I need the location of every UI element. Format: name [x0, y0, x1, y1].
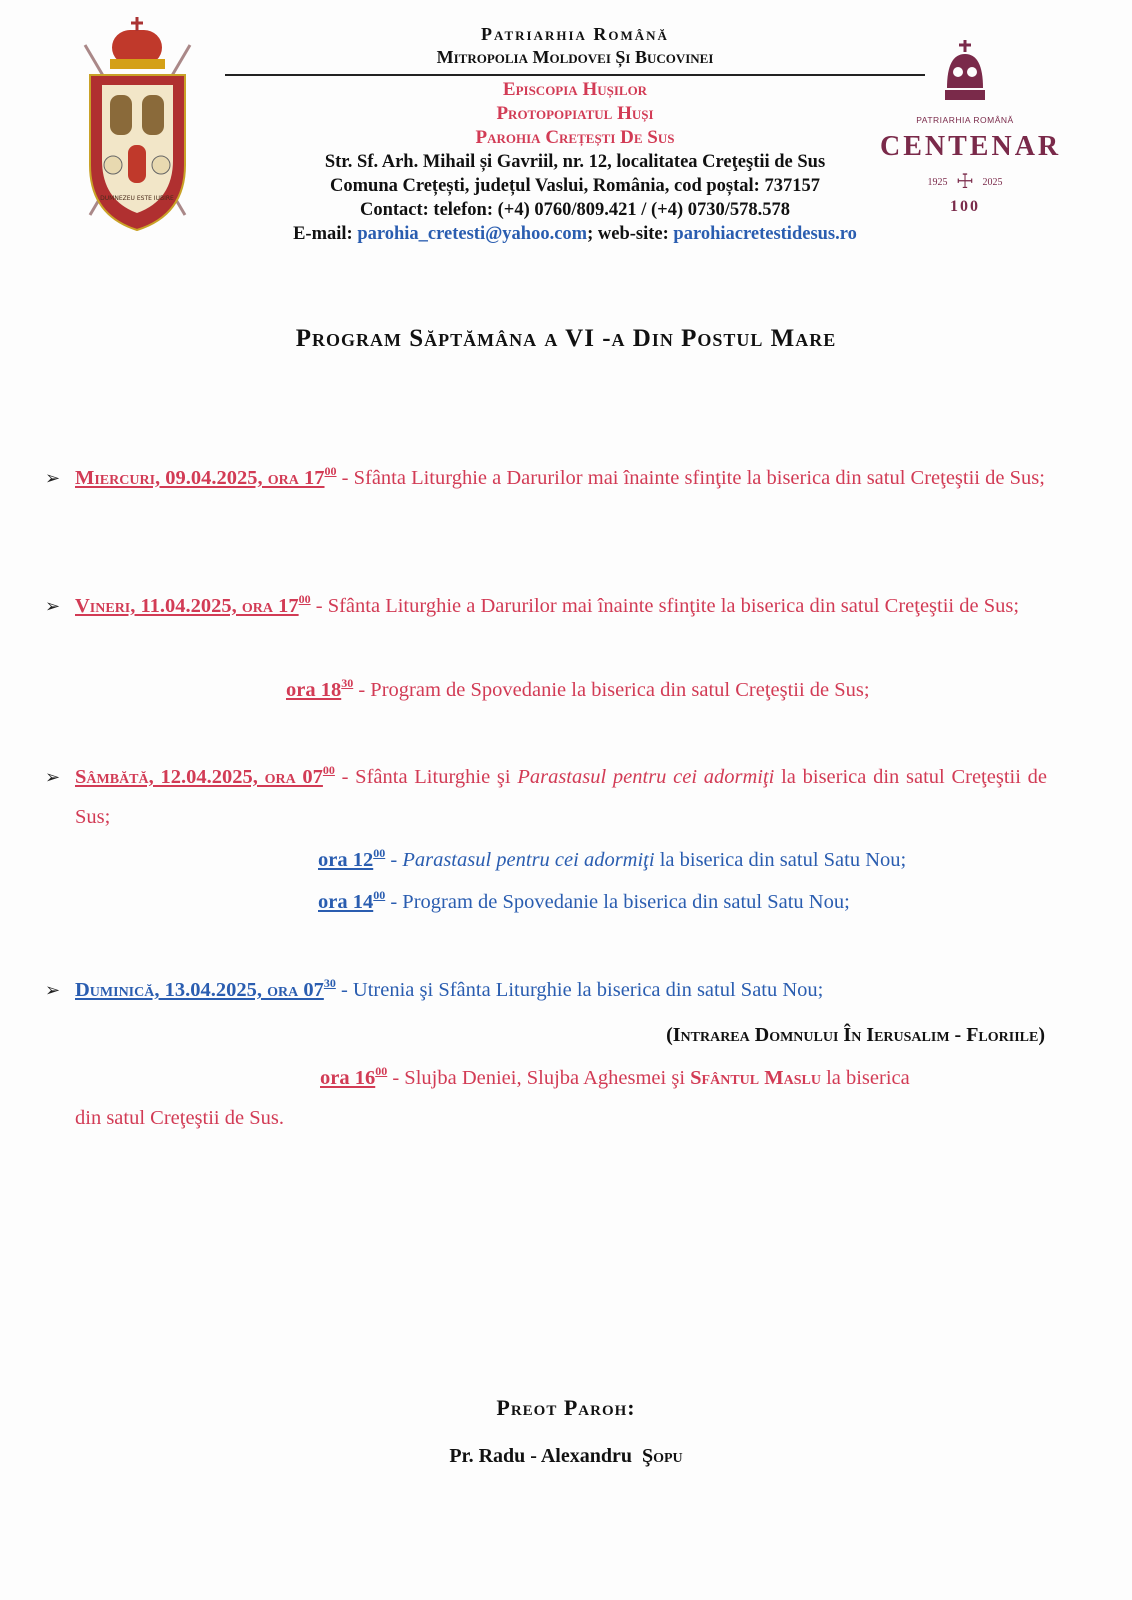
letterhead	[0, 0, 1132, 260]
parish-name: Parohia Crețești De Sus	[475, 127, 675, 148]
centenar-subtitle: PATRIARHIA ROMÂNĂ	[916, 115, 1014, 125]
centenar-title: CENTENAR	[880, 131, 1062, 162]
crown-icon	[943, 40, 987, 102]
schedule-sub-entry: ora $16^{00}$ - Slujba Deniei, Slujba Aghesmei şi Sfântul Maslu la biserica	[320, 1064, 910, 1089]
centenar-number: 100	[950, 198, 980, 215]
diocese-crest-icon	[70, 15, 205, 240]
email-link[interactable]: parohia_cretesti@yahoo.com	[357, 224, 588, 244]
centenar-logo	[880, 40, 1062, 216]
schedule-sub-entry: ora $18^{30}$ - Program de Spovedanie la biserica din satul Creţeştii de Sus;	[286, 676, 870, 701]
arrow-bullet-icon: ➢	[45, 980, 61, 1000]
deanery-name: Protopopiatul Huși	[496, 103, 654, 124]
crest-motto: DUMNEZEU ESTE IUBIRE	[100, 195, 174, 202]
centenar-years: 1925 ☩ 2025	[927, 171, 1003, 193]
schedule-entry: ➢ Sâmbătă, 12.04.2025, ora $07^{00}$ - Sfânta Liturghie şi Parastasul pentru cei adormiţi la biserica din satul Creţeştii de Sus;	[75, 757, 1047, 837]
schedule-sub-entry-tail: din satul Creţeştii de Sus.	[75, 1107, 284, 1129]
phone-line: Contact: telefon: (+4) 0760/809.421 / (+4) 0730/578.578	[359, 200, 791, 220]
diocese-name: Episcopia Hușilor	[502, 79, 648, 100]
address-line-1: Str. Sf. Arh. Mihail și Gavriil, nr. 12, localitatea Creţeştii de Sus	[324, 152, 826, 172]
arrow-bullet-icon: ➢	[45, 468, 61, 488]
arrow-bullet-icon: ➢	[45, 767, 61, 787]
address-line-2: Comuna Crețești, județul Vaslui, România, cod poștal: 737157	[330, 176, 820, 196]
contact-block	[205, 150, 945, 246]
schedule-entry: ➢ Vineri, 11.04.2025, ora $17^{00}$ - Sfânta Liturghie a Darurilor mai înainte sfinţite la biserica din satul Creţeştii de Sus;	[75, 586, 1047, 626]
arrow-bullet-icon: ➢	[45, 596, 61, 616]
cross-icon: ☩	[956, 171, 974, 193]
schedule-sub-entry: ora $12^{00}$ - Parastasul pentru cei adormiţi la biserica din satul Satu Nou;	[318, 846, 907, 871]
website-link[interactable]: parohiacretestidesus.ro	[673, 224, 857, 244]
feast-note: (Intrarea Domnului În Ierusalim - Floriile)	[666, 1024, 1045, 1046]
schedule-entry: ➢ Miercuri, 09.04.2025, ora $17^{00}$ - Sfânta Liturghie a Darurilor mai înainte sfinţite la biserica din satul Creţeştii de Sus;	[75, 458, 1047, 498]
metropolis-name: Mitropolia Moldovei Și Bucovinei	[436, 47, 714, 67]
signature-role: Preot Paroh:	[496, 1395, 636, 1420]
header-rule	[225, 74, 925, 76]
web-line: E-mail: parohia_cretesti@yahoo.com; web-site: parohiacretestidesus.ro	[293, 224, 857, 244]
patriarchate-name: Patriarhia Română	[481, 24, 669, 44]
signature-name: Pr. Radu - Alexandru Şopu	[449, 1445, 683, 1467]
page-title: Program Săptămâna a VI -a Din Postul Mare	[295, 325, 837, 352]
schedule-sub-entry: ora $14^{00}$ - Program de Spovedanie la biserica din satul Satu Nou;	[318, 888, 850, 913]
schedule-entry: ➢ Duminică, 13.04.2025, ora $07^{30}$ - Utrenia şi Sfânta Liturghie la biserica din satul Satu Nou;	[75, 970, 1047, 1010]
